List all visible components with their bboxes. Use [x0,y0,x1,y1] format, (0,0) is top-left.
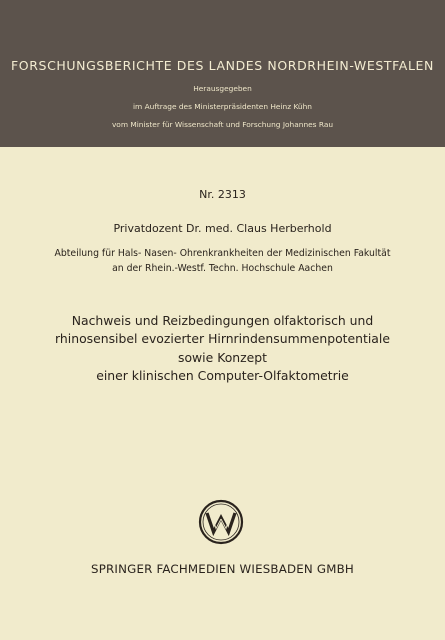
title-line-3: sowie Konzept [178,350,267,365]
author-name: Privatdozent Dr. med. Claus Herberhold [113,222,332,235]
publisher-imprint: SPRINGER FACHMEDIEN WIESBADEN GMBH [91,562,354,576]
commissioned-by-line: im Auftrage des Ministerpräsidenten Heinz Kühn [133,102,312,111]
series-title: FORSCHUNGSBERICHTE DES LANDES NORDRHEIN-WESTFALEN [11,58,434,73]
minister-line: vom Minister für Wissenschaft und Forschung Johannes Rau [111,120,334,129]
title-line-2: rhinosensibel evozierter Hirnrindensummenpotentiale [55,331,390,346]
header-band [0,0,445,147]
report-number: Nr. 2313 [199,188,246,201]
affiliation-line-1: Abteilung für Hals- Nasen- Ohrenkrankheiten der Medizinischen Fakultät [54,248,391,259]
title-line-4: einer klinischen Computer-Olfaktometrie [96,368,349,383]
title-line-1: Nachweis und Reizbedingungen olfaktorisch und [71,313,374,328]
publisher-w-logo-icon [198,499,244,545]
affiliation-line-2: an der Rhein.-Westf. Techn. Hochschule Aachen [112,263,333,274]
editor-label: Herausgegeben [193,84,252,93]
